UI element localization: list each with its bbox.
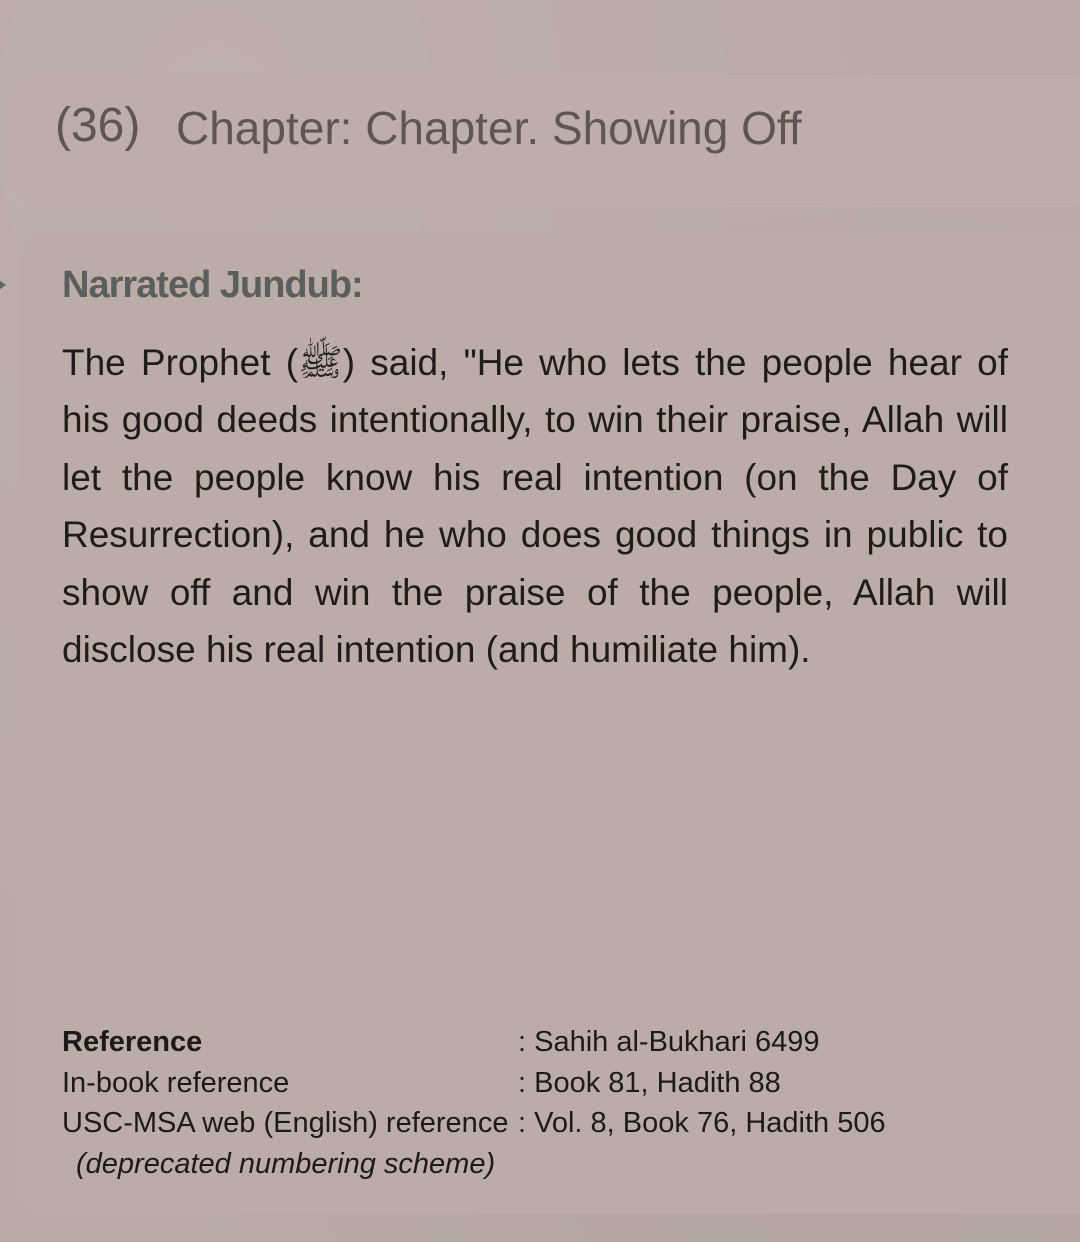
inbook-reference-row — [62, 1063, 1062, 1104]
narrator-label: Narrated Jundub: — [62, 264, 363, 306]
chapter-header[interactable] — [12, 76, 1080, 206]
chapter-title: Chapter: Chapter. Showing Off — [176, 102, 802, 154]
reference-row — [62, 1022, 1062, 1063]
uscmsa-reference-label: USC-MSA web (English) reference — [62, 1107, 509, 1139]
hadith-card — [20, 234, 1080, 1214]
reference-label: Reference — [62, 1026, 203, 1058]
reference-value[interactable]: : Sahih al-Bukhari 6499 — [518, 1026, 820, 1058]
reference-table — [62, 1022, 1062, 1184]
deprecated-note: (deprecated numbering scheme) — [76, 1147, 496, 1180]
hadith-text: The Prophet (ﷺ) said, "He who lets the people hear of his good deeds intentionally, to win their praise, Allah will let the people know his real intention (on the Day of Resurrection), and he who does good things in public to show off and win the praise of the people, Allah will disclose his real intention (and humiliate him). — [62, 342, 1008, 671]
chapter-number: (36) — [55, 99, 141, 152]
inbook-reference-label: In-book reference — [62, 1066, 290, 1099]
uscmsa-reference-row — [62, 1103, 1062, 1144]
expand-arrow-icon[interactable] — [0, 278, 6, 292]
inbook-reference-value: : Book 81, Hadith 88 — [518, 1066, 781, 1099]
uscmsa-reference-value: : Vol. 8, Book 76, Hadith 506 — [518, 1107, 886, 1139]
